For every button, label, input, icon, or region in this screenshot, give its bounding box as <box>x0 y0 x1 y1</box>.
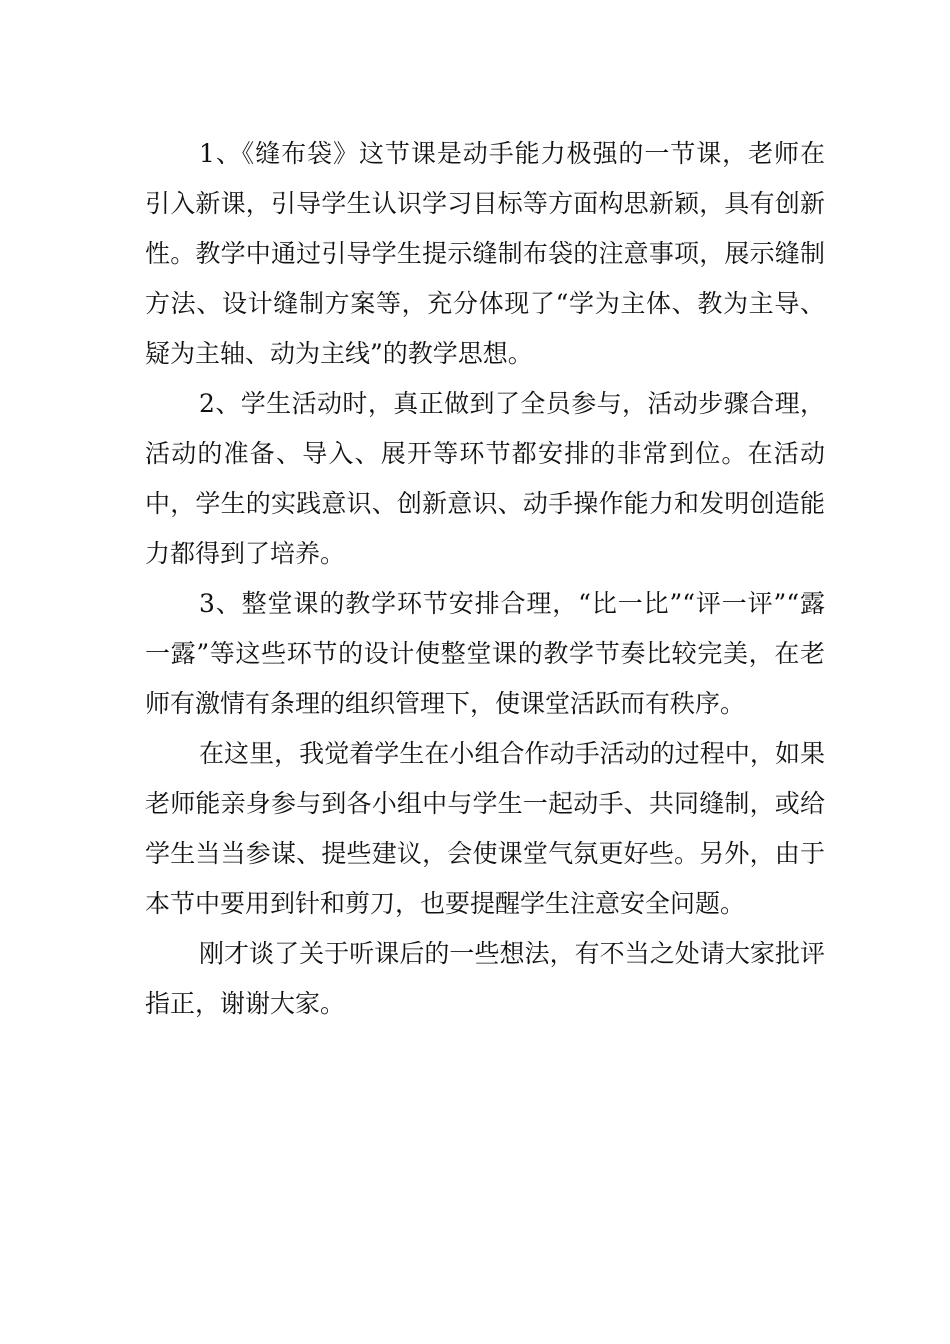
paragraph-5: 刚才谈了关于听课后的一些想法，有不当之处请大家批评指正，谢谢大家。 <box>145 939 825 1018</box>
paragraph-4: 在这里，我觉着学生在小组合作动手活动的过程中，如果老师能亲身参与到各小组中与学生一起动手、共同缝制，或给学生当当参谋、提些建议，会使课堂气氛更好些。另外，由于本节中要用到针和剪刀，也要提醒学生注意安全问题。 <box>145 739 825 918</box>
document-body <box>145 129 825 1029</box>
paragraph-3: 3、整堂课的教学环节安排合理，“比一比”“评一评”“露一露”等这些环节的设计使整堂课的教学节奏比较完美，在老师有激情有条理的组织管理下，使课堂活跃而有秩序。 <box>145 589 825 718</box>
paragraph-2: 2、学生活动时，真正做到了全员参与，活动步骤合理，活动的准备、导入、展开等环节都安排的非常到位。在活动中，学生的实践意识、创新意识、动手操作能力和发明创造能力都得到了培养。 <box>145 389 825 568</box>
paragraph-1: 1、《缝布袋》这节课是动手能力极强的一节课，老师在引入新课，引导学生认识学习目标等方面构思新颖，具有创新性。教学中通过引导学生提示缝制布袋的注意事项，展示缝制方法、设计缝制方案等，充分体现了“学为主体、教为主导、疑为主轴、动为主线”的教学思想。 <box>145 139 825 368</box>
